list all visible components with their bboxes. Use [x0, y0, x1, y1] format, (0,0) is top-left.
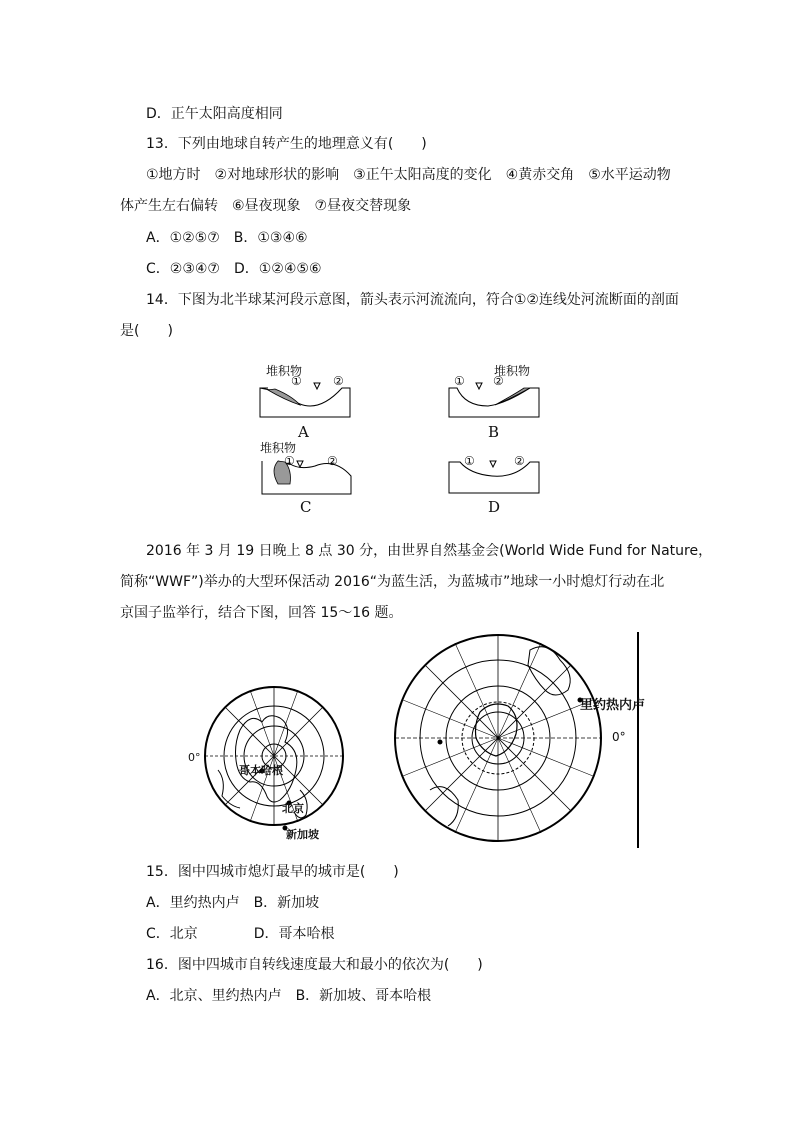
- option-d-q12: D．正午太阳高度相同: [146, 106, 283, 122]
- question-13-options-ab: A．①②⑤⑦ B．①③④⑥: [146, 230, 308, 246]
- question-13-items-1: ①地方时 ②对地球形状的影响 ③正午太阳高度的变化 ④黄赤交角 ⑤水平运动物: [146, 167, 671, 183]
- map-label-beijing: 北京: [282, 802, 304, 815]
- profile-a-label: A: [298, 423, 309, 441]
- profile-c-deposit-label: 堆积物: [260, 441, 297, 455]
- profile-d-point-2: ②: [514, 454, 525, 468]
- profile-a-point-1: ①: [291, 374, 302, 388]
- passage-line-2: 简称“WWF”)举办的大型环保活动 2016“为蓝生活，为蓝城市”地球一小时熄灯行动在北: [120, 574, 665, 590]
- map-label-singapore: 新加坡: [286, 828, 319, 841]
- passage-line-3: 京国子监举行，结合下图，回答 15～16 题。: [120, 605, 403, 621]
- question-15-options-ab: A．里约热内卢 B．新加坡: [146, 895, 320, 911]
- passage-line-1: 2016 年 3 月 19 日晚上 8 点 30 分，由世界自然基金会(World Wide Fund for Nature，: [146, 543, 713, 559]
- question-15: 15．图中四城市熄灯最早的城市是( ): [146, 864, 399, 880]
- profile-b-point-1: ①: [454, 374, 465, 388]
- profile-c-point-2: ②: [327, 454, 338, 468]
- profile-d-point-1: ①: [464, 454, 475, 468]
- map-label-copenhagen: 哥本哈根: [239, 764, 283, 777]
- question-13-options-cd: C．②③④⑦ D．①②④⑤⑥: [146, 261, 322, 277]
- question-14-cont: 是( ): [120, 323, 173, 339]
- profile-c-point-1: ①: [284, 454, 295, 468]
- profile-c-label: C: [300, 498, 312, 516]
- profile-a-deposit-label: 堆积物: [266, 364, 303, 378]
- profile-b-label: B: [488, 423, 500, 441]
- question-16-options-ab: A．北京、里约热内卢 B．新加坡、哥本哈根: [146, 988, 432, 1004]
- question-13-items-2: 体产生左右偏转 ⑥昼夜现象 ⑦昼夜交替现象: [120, 198, 412, 214]
- question-13: 13．下列由地球自转产生的地理意义有( ): [146, 136, 427, 152]
- profile-b-point-2: ②: [493, 374, 504, 388]
- map-label-zero-left: 0°: [188, 751, 201, 764]
- profile-d-label: D: [488, 498, 501, 516]
- south-polar-map: [395, 632, 638, 848]
- profile-b-deposit-label: 堆积物: [494, 364, 531, 378]
- north-polar-map: [205, 687, 343, 830]
- map-label-zero-right: 0°: [612, 730, 626, 744]
- question-16: 16．图中四城市自转线速度最大和最小的依次为( ): [146, 957, 483, 973]
- map-label-rio: 里约热内卢: [580, 698, 646, 713]
- profile-a-point-2: ②: [333, 374, 344, 388]
- question-15-options-cd: C．北京 D．哥本哈根: [146, 926, 335, 942]
- question-14: 14．下图为北半球某河段示意图，箭头表示河流流向，符合①②连线处河流断面的剖面: [146, 292, 679, 308]
